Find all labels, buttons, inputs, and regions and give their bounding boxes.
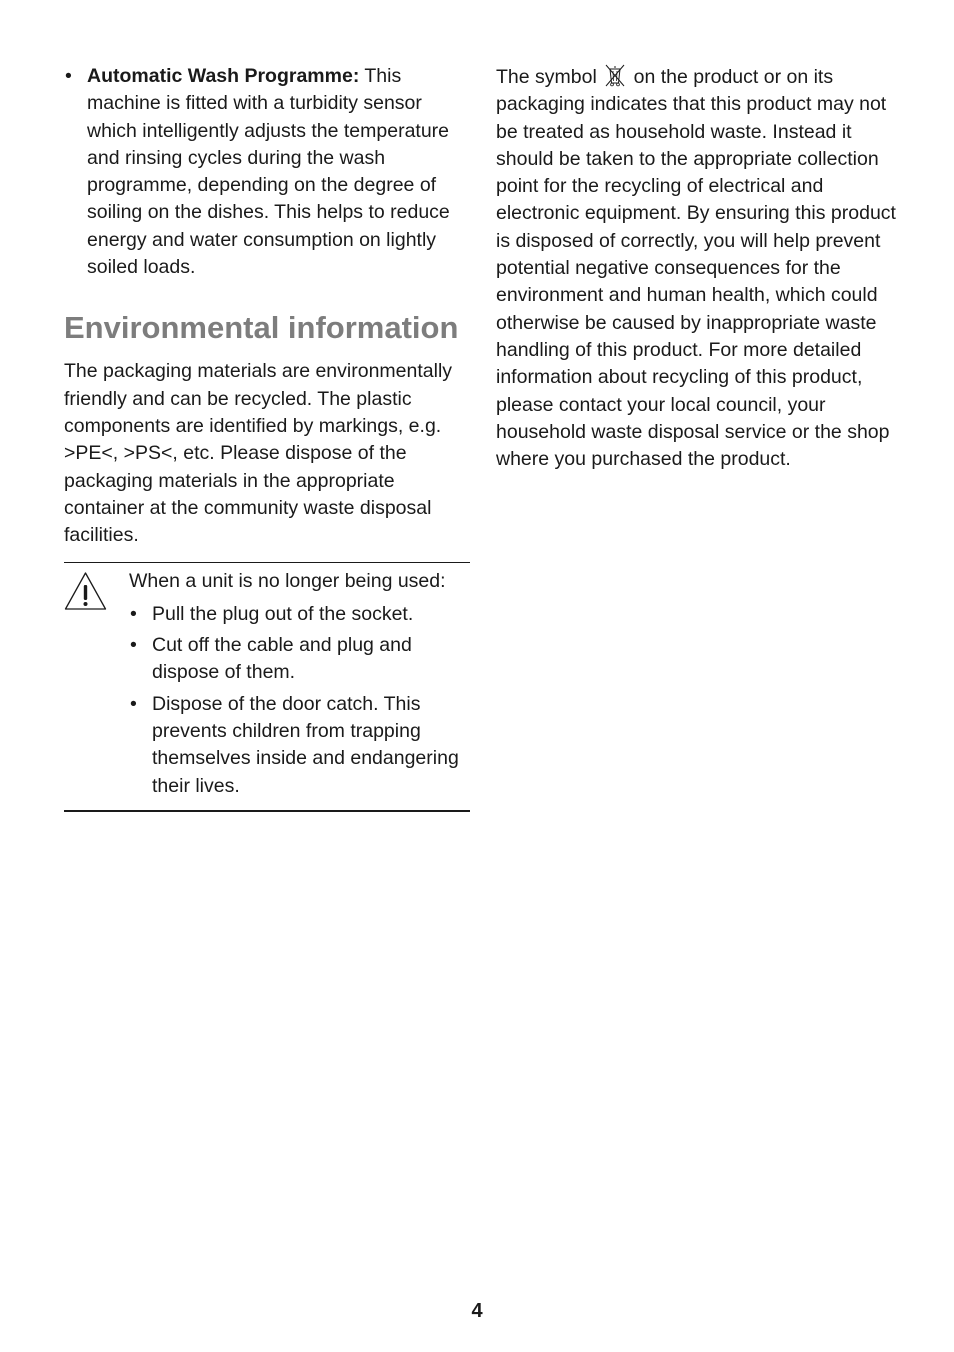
warning-list xyxy=(129,601,470,800)
section-heading: Environmental information xyxy=(64,310,459,346)
warning-box xyxy=(64,562,470,811)
left-column xyxy=(64,63,470,812)
weee-text-rest: on the product or on its packaging indicates that this product may not be treated as household waste. Instead it should be taken to the appropriate collection point for the recycling of electrical and electronic equipment. By ensuring this product is disposed of correctly, you will help prevent potential negative consequences for the environment and human health, which could otherwise be caused by inappropriate waste handling of this product. For more detailed information about recycling of this product, please contact your local council, your household waste disposal service or the shop where you purchased the product. xyxy=(496,66,896,471)
wash-programme-text: This machine is fitted with a turbidity sensor which intelligently adjusts the temperature and rinsing cycles during the wash programme, depending on the degree of soiling on the dishes. This helps to reduce energy and water consumption on lightly soiled loads. xyxy=(87,65,450,279)
features-list xyxy=(64,63,470,281)
warning-item: • Cut off the cable and plug and dispose of them. xyxy=(129,632,470,687)
wash-programme-term: Automatic Wash Programme: xyxy=(87,65,360,87)
wash-programme-item xyxy=(64,63,470,281)
right-column xyxy=(496,63,908,473)
crossed-out-wheelie-bin-icon xyxy=(604,63,626,87)
page-number: 4 xyxy=(471,1300,483,1322)
packaging-paragraph: The packaging materials are environmentally friendly and can be recycled. The plastic components are identified by markings, e.g. >PE<, >PS<, etc. Please dispose of the packaging materials in the appropriate container at the community waste disposal facilities. xyxy=(64,360,453,547)
warning-intro: When a unit is no longer being used: xyxy=(129,570,446,593)
warning-item: • Dispose of the door catch. This prevents children from trapping themselves inside and endangering their lives. xyxy=(129,691,470,800)
warning-triangle-icon xyxy=(64,571,107,611)
weee-paragraph xyxy=(496,63,908,473)
weee-text-start: The symbol xyxy=(496,66,597,88)
warning-item: • Pull the plug out of the socket. xyxy=(129,601,470,628)
